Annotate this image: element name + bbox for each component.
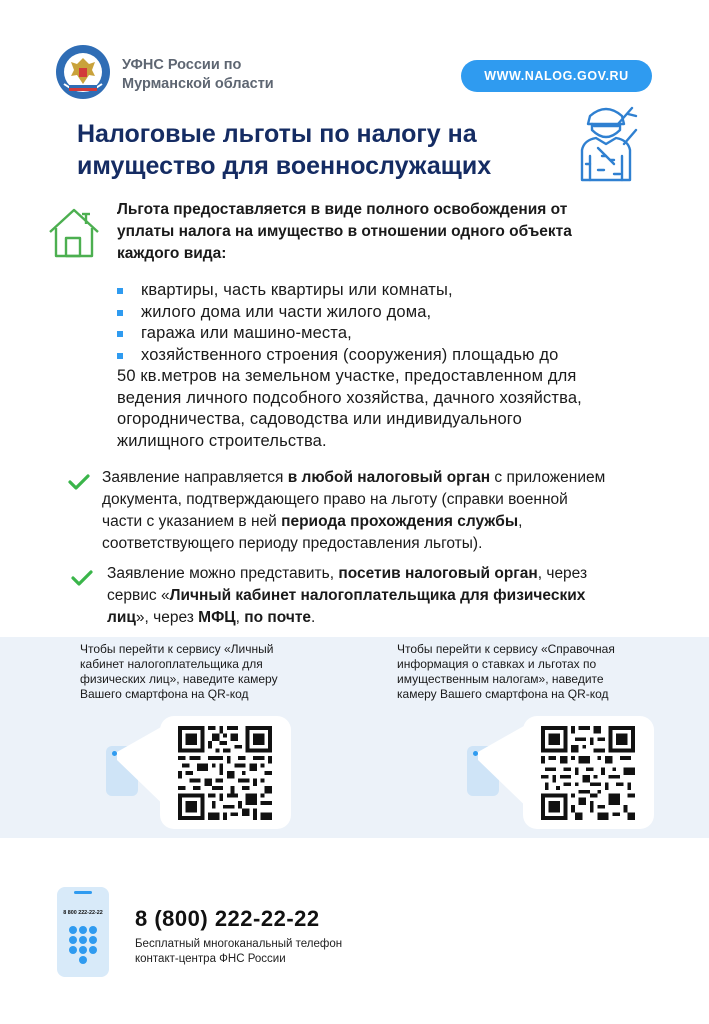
phone-icon-number: 8 800 222-22-22 xyxy=(63,910,103,916)
bullet-icon xyxy=(117,288,123,294)
house-icon xyxy=(46,204,102,260)
bold-text: МФЦ xyxy=(198,609,236,626)
page-title xyxy=(77,118,577,182)
list-item-continuation: огородничества, садоводства или индивидуального xyxy=(117,410,522,428)
text: сервис « xyxy=(107,587,170,604)
caption-line: Чтобы перейти к сервису «Справочная xyxy=(397,642,615,656)
para2-line-3 xyxy=(107,607,692,629)
title-line-2: имущество для военнослужащих xyxy=(77,152,492,180)
text: Заявление можно представить, xyxy=(107,565,339,582)
bold-text: посетив налоговый орган xyxy=(338,565,538,582)
qr-left-caption xyxy=(80,642,278,702)
para1-line-2: документа, подтверждающего право на льготу (справки военной xyxy=(102,491,568,508)
application-paragraph xyxy=(102,467,687,555)
submission-paragraph xyxy=(107,563,692,629)
para1-line-4: соответствующего периоду предоставления льготы). xyxy=(102,535,483,552)
hotline-number[interactable]: 8 (800) 222-22-22 xyxy=(135,906,320,931)
list-item-text: жилого дома или части жилого дома, xyxy=(141,302,432,321)
lead-line-2: уплаты налога на имущество в отношении одного объекта xyxy=(117,223,572,240)
org-line-2: Мурманской области xyxy=(122,76,274,92)
text: », через xyxy=(135,609,199,626)
list-item-continuation: ведения личного подсобного хозяйства, дачного хозяйства, xyxy=(117,388,582,407)
check-icon xyxy=(68,474,90,490)
list-item-text: квартиры, часть квартиры или комнаты, xyxy=(141,281,453,299)
fns-emblem-icon xyxy=(55,44,111,100)
text: с приложением xyxy=(490,469,606,486)
bold-text: в любой налоговый орган xyxy=(287,469,491,486)
qr-right-caption xyxy=(397,642,615,702)
bullet-icon xyxy=(117,331,123,337)
bold-text: по почте xyxy=(244,609,312,626)
list-item xyxy=(117,302,677,324)
caption-line: Чтобы перейти к сервису «Личный xyxy=(80,642,274,656)
soldier-icon xyxy=(568,104,646,186)
bullet-icon xyxy=(117,353,123,359)
website-link[interactable]: WWW.NALOG.GOV.RU xyxy=(461,60,652,92)
para2-line-1 xyxy=(107,563,692,585)
para1-line-3 xyxy=(102,511,687,533)
bold-text: Личный кабинет налогоплательщика для физических xyxy=(169,587,586,604)
caption-line: имущественным налогам», наведите xyxy=(397,672,604,686)
para1-line-1 xyxy=(102,467,687,489)
caption-line: физических лиц», наведите камеру xyxy=(80,672,278,686)
qr-code-right[interactable] xyxy=(541,726,635,820)
caption-line: Вашего смартфона на QR-код xyxy=(80,687,249,701)
title-line-1: Налоговые льготы по налогу на xyxy=(77,120,477,148)
bold-text: лиц xyxy=(107,609,136,626)
text: , xyxy=(235,609,245,626)
note-line: Бесплатный многоканальный телефон xyxy=(135,938,343,950)
list-item xyxy=(117,345,677,367)
org-line-1: УФНС России по xyxy=(122,57,242,73)
property-list xyxy=(117,280,677,452)
list-item-text: хозяйственного строения (сооружения) площадью до xyxy=(141,345,559,364)
text: , через xyxy=(537,565,588,582)
list-item-text: гаража или машино-места, xyxy=(141,324,352,342)
bullet-icon xyxy=(117,310,123,316)
text: . xyxy=(311,609,316,626)
phone-icon xyxy=(56,886,110,978)
text: части с указанием в ней xyxy=(102,513,282,530)
list-item-continuation: жилищного строительства. xyxy=(117,431,327,450)
lead-line-1: Льгота предоставляется в виде полного освобождения от xyxy=(117,201,568,218)
text: Заявление направляется xyxy=(102,469,288,486)
caption-line: информация о ставках и льготах по xyxy=(397,657,597,671)
caption-line: камеру Вашего смартфона на QR-код xyxy=(397,687,609,701)
lead-text xyxy=(117,199,662,265)
list-item-continuation: 50 кв.метров на земельном участке, предоставленном для xyxy=(117,367,577,385)
hotline-description xyxy=(135,937,342,967)
caption-line: кабинет налогоплательщика для xyxy=(80,657,263,671)
lead-line-3: каждого вида: xyxy=(117,245,227,262)
bold-text: периода прохождения службы xyxy=(281,513,519,530)
org-name xyxy=(122,56,274,94)
list-item xyxy=(117,280,677,302)
note-line: контакт-центра ФНС России xyxy=(135,953,286,965)
para2-line-2 xyxy=(107,585,692,607)
qr-code-left[interactable] xyxy=(178,726,272,820)
list-item xyxy=(117,323,677,345)
check-icon xyxy=(71,570,93,586)
text: , xyxy=(518,513,523,530)
